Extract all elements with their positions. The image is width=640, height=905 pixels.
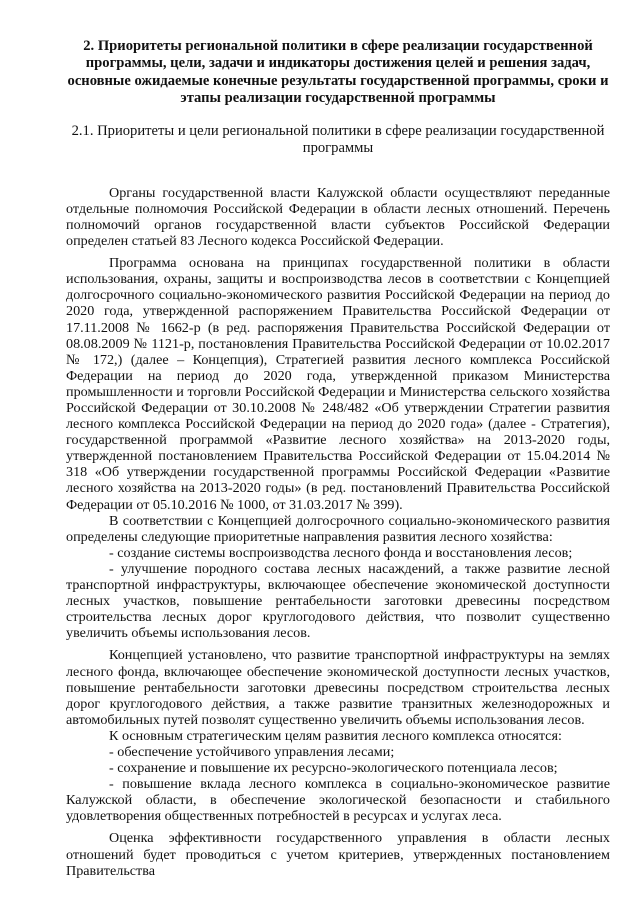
paragraph-powers: Органы государственной власти Калужской области осуществляют переданные отдельные полномочия Российской Федерации в области лесных отношений. Перечень полномочий органов государственной власти субъектов Российской Федерации определен статьей 83 Лесного кодекса Российской Федерации.	[66, 184, 610, 250]
list-item: - обеспечение устойчивого управления лесами;	[109, 743, 395, 760]
subsection-heading: 2.1. Приоритеты и цели региональной политики в сфере реализации государственной программы	[71, 123, 605, 157]
list-item: - создание системы воспроизводства лесного фонда и восстановления лесов;	[109, 544, 573, 561]
paragraph-strategic-goals-intro: К основным стратегическим целям развития лесного комплекса относятся:	[109, 727, 562, 744]
paragraph-priority-intro: В соответствии с Концепцией долгосрочного социально-экономического развития определены следующие приоритетные направления развития лесного хозяйства:	[66, 512, 610, 545]
paragraph-program-basis: Программа основана на принципах государственной политики в области использования, охраны, защиты и воспроизводства лесов в соответствии с Концепцией долгосрочного социально-экономического развития Российской Федерации на период до 2020 года, утвержденной распоряжением Правительства Российской Федерации от 17.11.2008 № 1662-р (в ред. распоряжения Правительства Российской Федерации от 08.08.2009 № 1121-р, постановления Правительства Российской Федерации от 10.02.2017 № 172,) (далее – Концепция), Стратегией развития лесного комплекса Российской Федерации на период до 2020 года, утвержденной приказом Министерства промышленности и торговли Российской Федерации и Министерства сельского хозяйства Российской Федерации от 30.10.2008 № 248/482 «Об утверждении Стратегии развития лесного комплекса Российской Федерации на период до 2020 года» (далее - Стратегия), государственной программой «Развитие лесного хозяйства» на 2013-2020 годы, утвержденной постановлением Правительства Российской Федерации от 15.04.2014 № 318 «Об утверждении государственной программы Российской Федерации «Развитие лесного хозяйства на 2013-2020 годы» (в ред. постановлений Правительства Российской Федерации от 05.10.2016 № 1000, от 31.03.2017 № 399).	[66, 255, 610, 513]
list-item: - улучшение породного состава лесных насаждений, а также развитие лесной транспортной инфраструктуры, включающее обеспечение экономической доступности лесных участков, повышение рентабельности заготовки древесины посредством строительства лесных дорог круглогодового действия, что позволит существенно увеличить объемы использования лесов.	[66, 560, 610, 642]
document-body	[66, 185, 610, 879]
section-heading: 2. Приоритеты региональной политики в сфере реализации государственной программы, цели, задачи и индикаторы достижения целей и решения задач, основные ожидаемые конечные результаты государственной программы, сроки и этапы реализации государственной программы	[67, 38, 609, 106]
paragraph-efficiency-evaluation: Оценка эффективности государственного управления в области лесных отношений будет проводиться с учетом критериев, утвержденных постановлением Правительства	[66, 830, 610, 879]
list-item: - повышение вклада лесного комплекса в социально-экономическое развитие Калужской области, в обеспечение экологической безопасности и стабильного удовлетворения общественных потребностей в ресурсах и услугах леса.	[66, 776, 610, 825]
list-item: - сохранение и повышение их ресурсно-экологического потенциала лесов;	[109, 760, 558, 777]
paragraph-transport-infrastructure: Концепцией установлено, что развитие транспортной инфраструктуры на землях лесного фонда, включающее обеспечение экономической доступности лесных участков, повышение рентабельности заготовки древесины посредством строительства лесных дорог круглогодового действия, а также развитие транзитных железнодорожных и автомобильных путей позволят существенно увеличить объемы использования лесов.	[66, 647, 610, 728]
